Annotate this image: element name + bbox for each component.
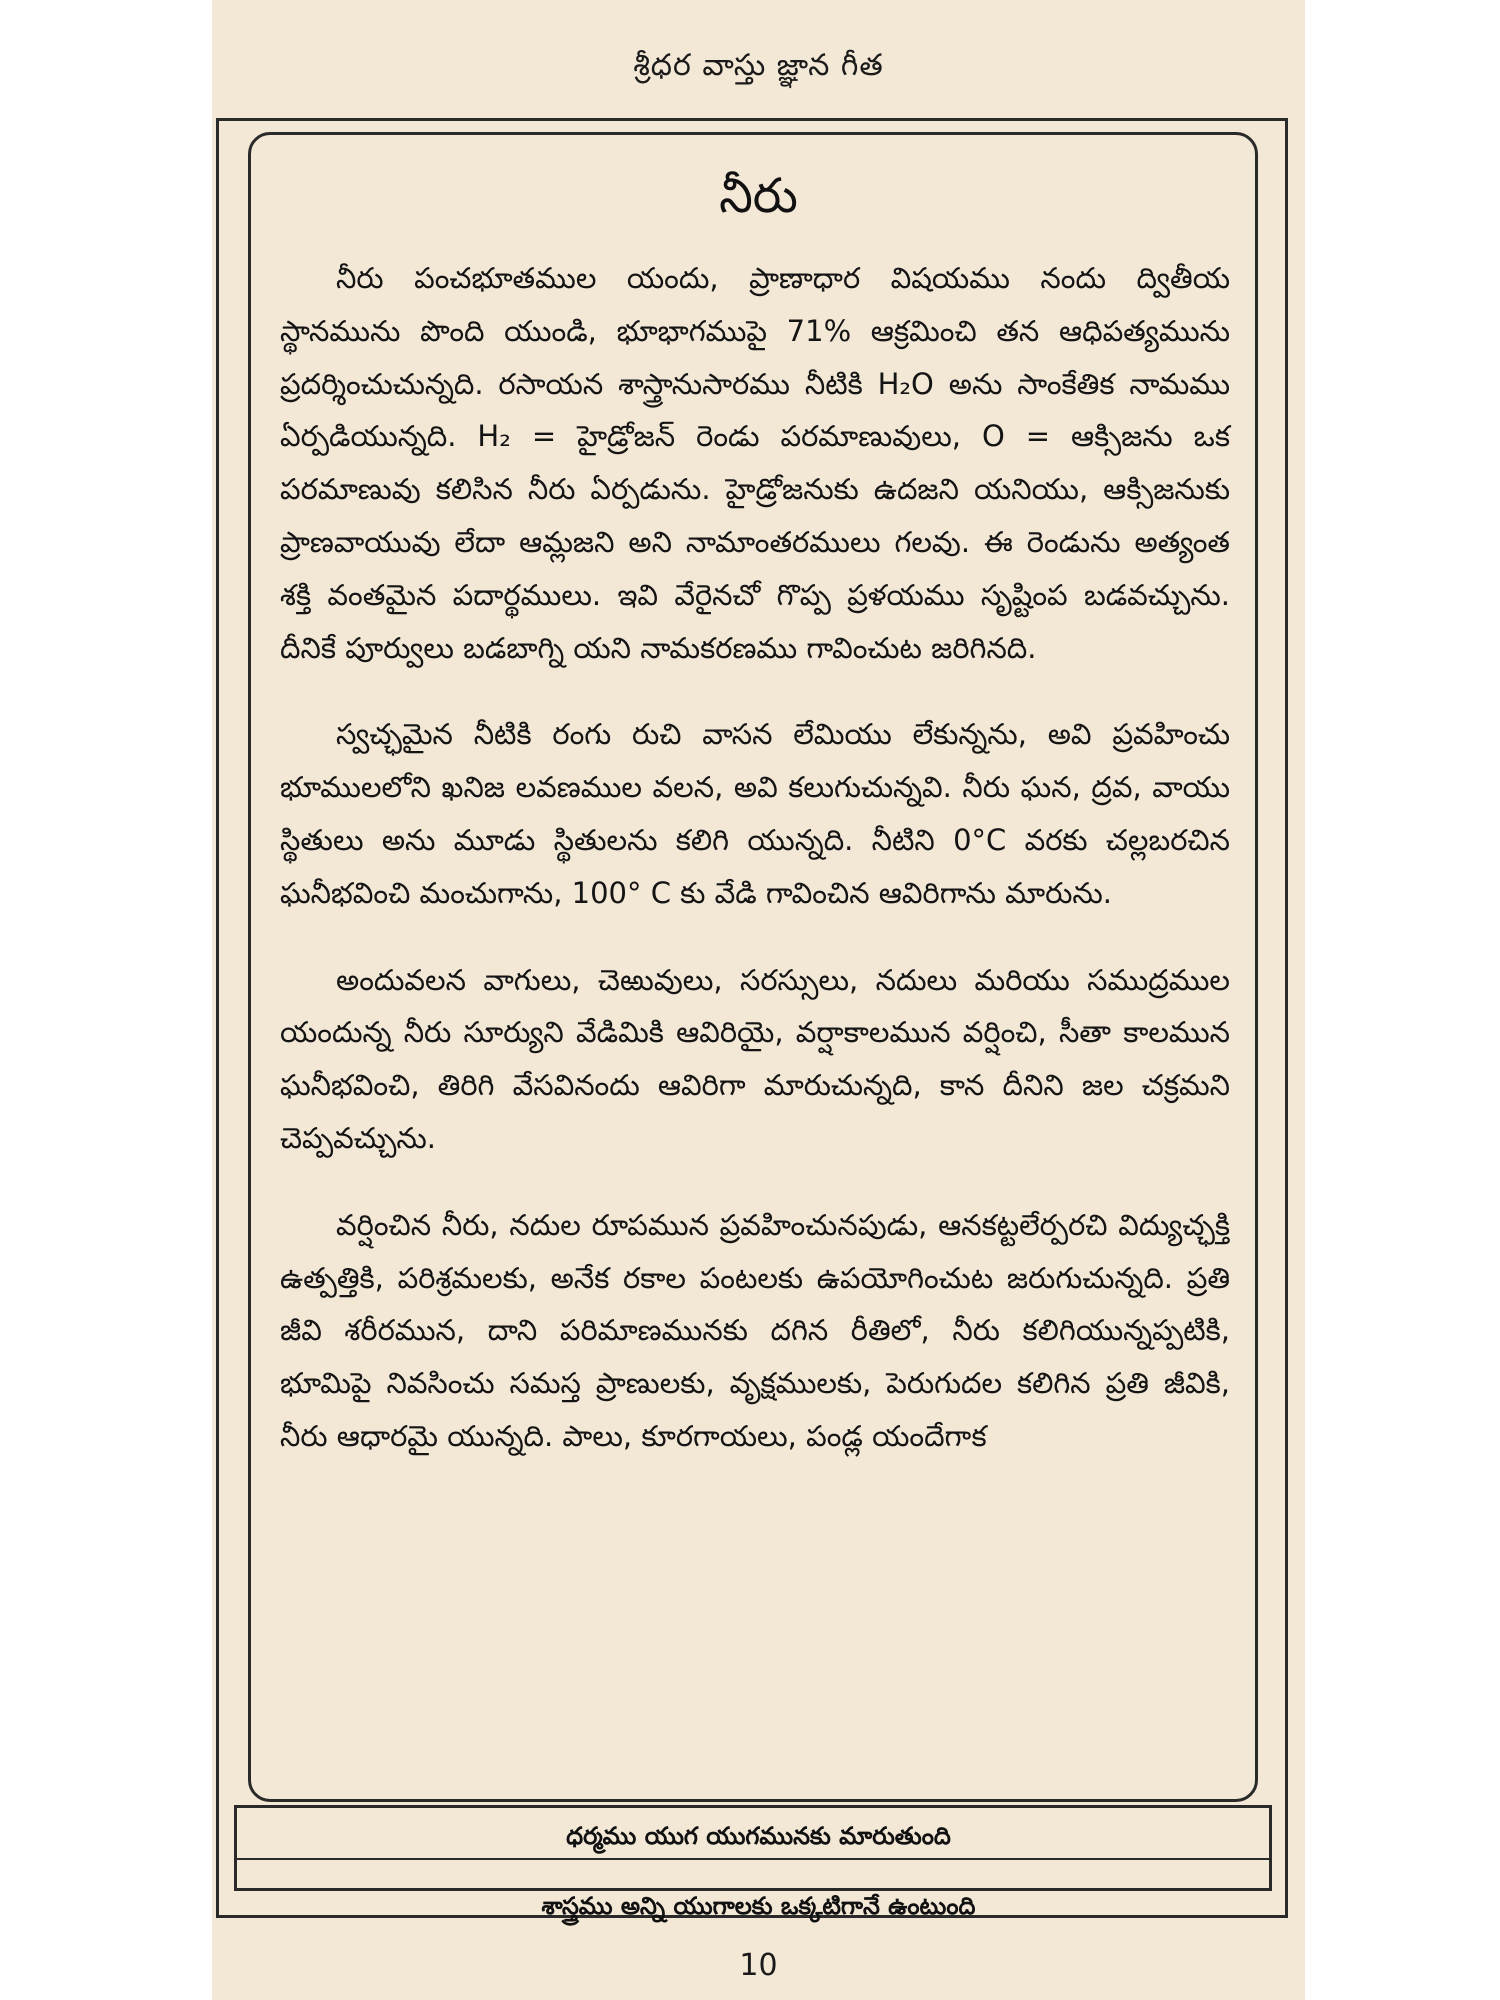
paragraph: అందువలన వాగులు, చెఱువులు, సరస్సులు, నదులు మరియు సముద్రముల యందున్న నీరు సూర్యుని వేడిమికి ఆవిరియై, వర్షాకాలమున వర్షించి, సీతా కాలమున ఘనీభవించి, తిరిగి వేసవినందు ఆవిరిగా మారుచున్నది, కాన దీనిని జల చక్రమని చెప్పవచ్చును.	[280, 962, 1230, 1155]
book-page	[212, 0, 1305, 2000]
paragraph: వర్షించిన నీరు, నదుల రూపమున ప్రవహించునపుడు, ఆనకట్టలేర్పరచి విద్యుచ్ఛక్తి ఉత్పత్తికి, పరిశ్రమలకు, అనేక రకాల పంటలకు ఉపయోగించుట జరుగుచున్నది. ప్రతి జీవి శరీరమున, దాని పరిమాణమునకు దగిన రీతిలో, నీరు కలిగియున్నప్పటికి, భూమిపై నివసించు సమస్త ప్రాణులకు, వృక్షములకు, పెరుగుదల కలిగిన ప్రతి జీవికి, నీరు ఆధారమై యున్నది. పాలు, కూరగాయలు, పండ్ల యందేగాక	[280, 1207, 1230, 1453]
paragraph: స్వచ్ఛమైన నీటికి రంగు రుచి వాసన లేమియు లేకున్నను, అవి ప్రవహించు భూములలోని ఖనిజ లవణముల వలన, అవి కలుగుచున్నవి. నీరు ఘన, ద్రవ, వాయు స్థితులు అను మూడు స్థితులను కలిగి యున్నది. నీటిని 0°C వరకు చల్లబరచిన ఘనీభవించి మంచుగాను, 100° C కు వేడి గావించిన ఆవిరిగాను మారును.	[280, 717, 1230, 910]
proverb-divider	[234, 1858, 1272, 1860]
page-number: 10	[739, 1948, 778, 1983]
body-text	[280, 252, 1230, 1463]
paragraph: నీరు పంచభూతముల యందు, ప్రాణాధార విషయము నందు ద్వితీయ స్థానమును పొంది యుండి, భూభాగముపై 71% ఆక్రమించి తన ఆధిపత్యమును ప్రదర్శించుచున్నది. రసాయన శాస్త్రానుసారము నీటికి H₂O అను సాంకేతిక నామము ఏర్పడియున్నది. H₂ = హైడ్రోజన్ రెండు పరమాణువులు, O = ఆక్సిజను ఒక పరమాణువు కలిసిన నీరు ఏర్పడును. హైడ్రోజనుకు ఉదజని యనియు, ఆక్సిజనుకు ప్రాణవాయువు లేదా ఆమ్లజని అని నామాంతరములు గలవు. ఈ రెండును అత్యంత శక్తి వంతమైన పదార్థములు. ఇవి వేరైనచో గొప్ప ప్రళయము సృష్టింప బడవచ్చును. దీనికే పూర్వులు బడబాగ్ని యని నామకరణము గావించుట జరిగినది.	[280, 261, 1230, 665]
proverb-line: ధర్మము యుగ యుగమునకు మారుతుంది	[566, 1822, 951, 1850]
running-head: శ్రీధర వాస్తు జ్ఞాన గీత	[633, 48, 884, 83]
chapter-title: నీరు	[719, 168, 798, 224]
proverb-line: శాస్త్రము అన్ని యుగాలకు ఒక్కటిగానే ఉంటుంది	[541, 1892, 976, 1920]
